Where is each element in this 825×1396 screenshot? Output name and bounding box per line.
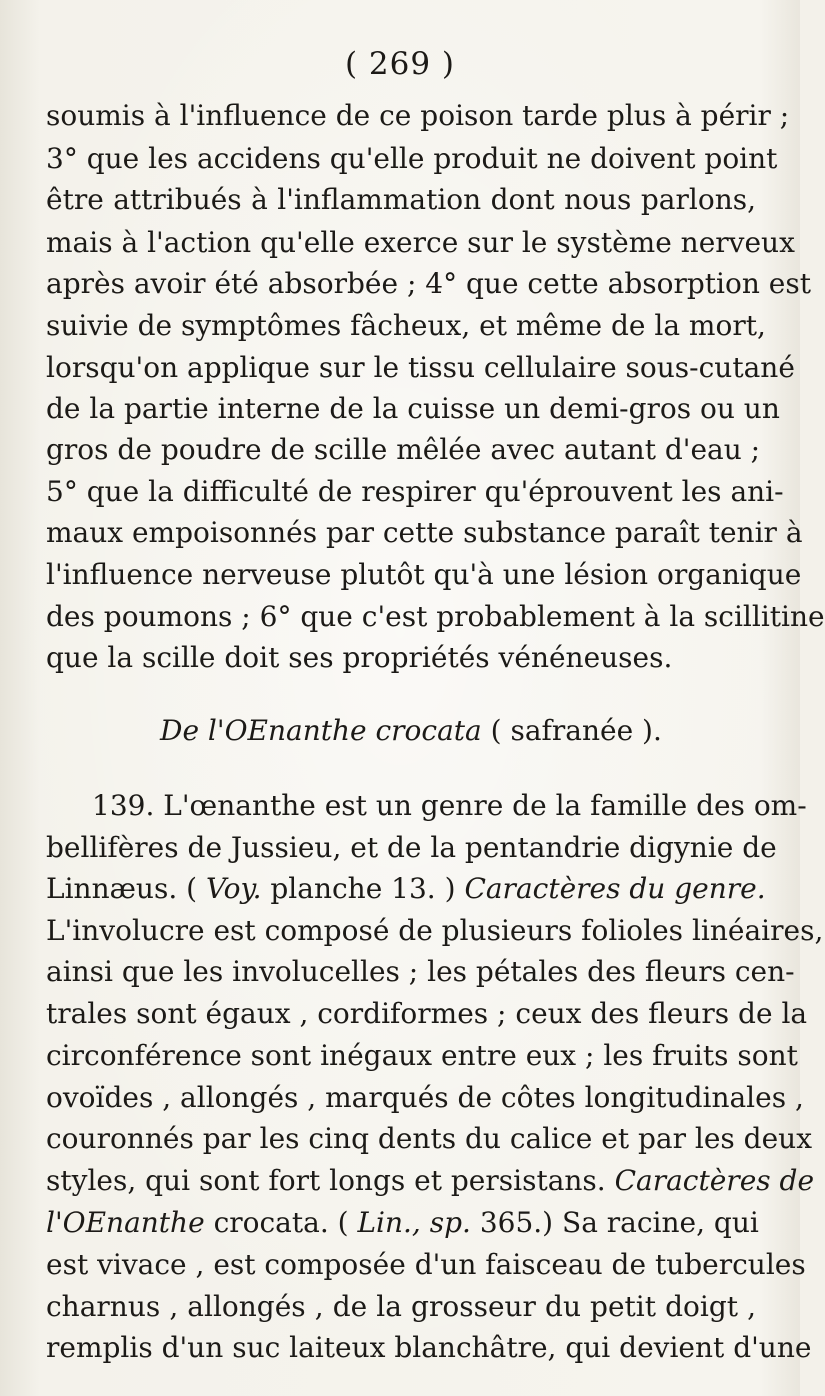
text-line: de la partie interne de la cuisse un demi-gros ou un (46, 392, 780, 425)
paragraph-line: couronnés par les cinq dents du calice et par les deux (46, 1122, 812, 1155)
text-line: après avoir été absorbée ; 4° que cette absorption est (46, 267, 811, 300)
text-line: maux empoisonnés par cette substance paraît tenir à (46, 516, 803, 549)
text-span: Voy. (205, 872, 262, 905)
text-line: gros de poudre de scille mêlée avec autant d'eau ; (46, 433, 761, 466)
section-title-name: De l'OEnanthe crocata (160, 714, 482, 747)
text-span: Lin., sp. (357, 1206, 471, 1239)
text-span: Caractères du genre. (464, 872, 766, 905)
paragraph-line: 139. L'œnanthe est un genre de la famille des om- (92, 789, 807, 822)
text-line: être attribués à l'inflammation dont nous parlons, (46, 183, 756, 216)
paragraph-line (46, 869, 766, 909)
paragraph-line: ainsi que les involucelles ; les pétales des fleurs cen- (46, 955, 795, 988)
text-span: planche 13. ) (261, 872, 465, 905)
text-span: l'OEnanthe (46, 1206, 205, 1239)
text-span: crocata. ( (204, 1206, 358, 1239)
text-line: suivie de symptômes fâcheux, et même de la mort, (46, 309, 766, 342)
paragraph-line: bellifères de Jussieu, et de la pentandrie digynie de (46, 831, 777, 864)
text-line: l'influence nerveuse plutôt qu'à une lésion organique (46, 558, 802, 591)
paragraph-line: trales sont égaux , cordiformes ; ceux des fleurs de la (46, 997, 808, 1030)
paragraph-line: circonférence sont inégaux entre eux ; les fruits sont (46, 1039, 798, 1072)
text-line: lorsqu'on applique sur le tissu cellulaire sous-cutané (46, 351, 795, 384)
text-span: Caractères de (614, 1164, 815, 1197)
page-number: ( 269 ) (344, 46, 456, 82)
paragraph-line (46, 1203, 759, 1243)
text-span: 365.) Sa racine, qui (470, 1206, 759, 1239)
paragraph-line: ovoïdes , allongés , marqués de côtes longitudinales , (46, 1081, 804, 1114)
text-line: mais à l'action qu'elle exerce sur le système nerveux (46, 226, 795, 259)
section-title (160, 711, 662, 751)
text-line: que la scille doit ses propriétés vénéneuses. (46, 641, 673, 674)
paragraph-line: L'involucre est composé de plusieurs folioles linéaires, (46, 914, 824, 947)
text-span: styles, qui sont fort longs et persistans. (46, 1164, 615, 1197)
paragraph-line: est vivace , est composée d'un faisceau de tubercules (46, 1248, 806, 1281)
text-span: Linnæus. ( (46, 872, 206, 905)
section-title-gloss: ( safranée ). (481, 714, 662, 747)
text-line: des poumons ; 6° que c'est probablement à la scillitine (46, 600, 825, 633)
text-line: soumis à l'influence de ce poison tarde plus à périr ; (46, 99, 790, 132)
text-line: 3° que les accidens qu'elle produit ne doivent point (46, 142, 778, 175)
text-line: 5° que la difficulté de respirer qu'éprouvent les ani- (46, 475, 784, 508)
paragraph-line (46, 1161, 815, 1201)
paragraph-line: remplis d'un suc laiteux blanchâtre, qui devient d'une (46, 1331, 812, 1364)
paragraph-line: charnus , allongés , de la grosseur du petit doigt , (46, 1290, 756, 1323)
